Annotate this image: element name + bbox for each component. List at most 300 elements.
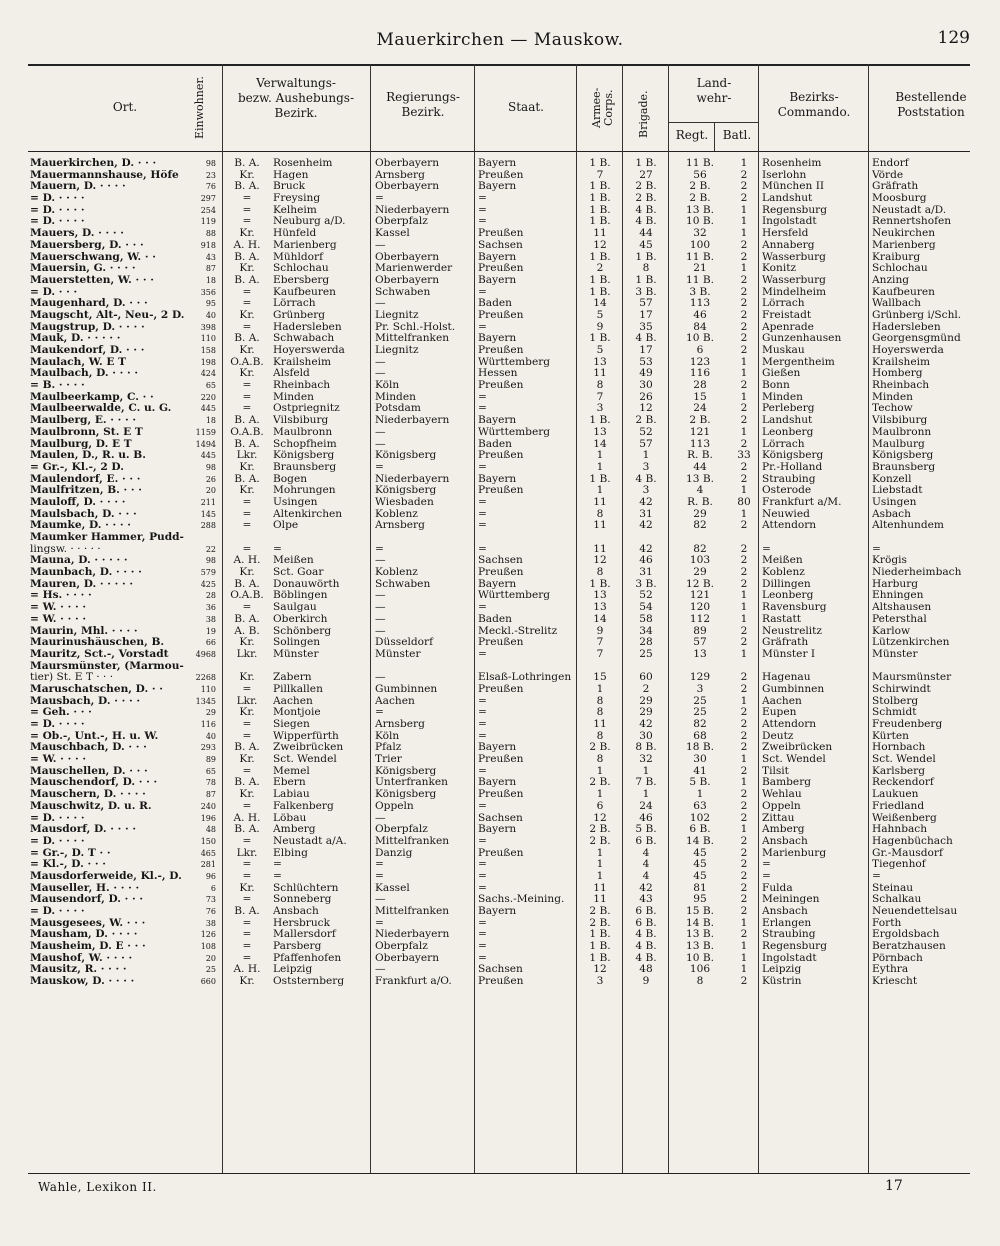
army-corps: 1 xyxy=(596,847,604,859)
state: Preußen xyxy=(478,485,524,497)
district-command: Ansbach xyxy=(762,906,808,917)
landwehr-battalion: 2 xyxy=(740,800,748,812)
government-district: — xyxy=(375,672,386,684)
brigade: 57 xyxy=(639,298,653,310)
brigade: 60 xyxy=(639,672,653,684)
government-district: Oberbayern xyxy=(375,274,440,286)
header-batl: Batl. xyxy=(722,128,752,142)
army-corps: 3 xyxy=(596,403,604,415)
state: = xyxy=(478,882,487,894)
district-command: Regensburg xyxy=(762,204,828,216)
district-command: = xyxy=(762,859,771,871)
population: 18 xyxy=(205,275,216,285)
admin-type: Kr. xyxy=(239,882,255,894)
brigade: 45 xyxy=(639,239,653,251)
post-station: Gr.-Mausdorf xyxy=(872,847,943,859)
government-district: Mittelfranken xyxy=(375,333,450,345)
landwehr-battalion: 2 xyxy=(740,835,748,847)
table-row xyxy=(0,976,1000,988)
brigade: 2 B. xyxy=(635,415,657,427)
landwehr-regiment: 45 xyxy=(693,847,707,859)
admin-district: = xyxy=(273,859,282,871)
landwehr-battalion: 1 xyxy=(740,485,748,497)
brigade: 6 B. xyxy=(635,906,657,917)
district-command: Ingolstadt xyxy=(762,952,817,964)
admin-district: Memel xyxy=(273,765,310,777)
table-row xyxy=(0,310,1000,322)
army-corps: 8 xyxy=(596,508,604,520)
landwehr-regiment: 29 xyxy=(693,508,707,520)
population: 126 xyxy=(200,930,216,940)
landwehr-regiment: 2 B. xyxy=(689,193,711,205)
population: 297 xyxy=(200,194,216,204)
district-command: München II xyxy=(762,181,825,193)
admin-type: = xyxy=(242,216,252,228)
government-district: Köln xyxy=(375,380,400,392)
population: 73 xyxy=(205,895,216,905)
population: 211 xyxy=(200,497,216,507)
brigade: 4 B. xyxy=(635,204,657,216)
admin-type: B. A. xyxy=(234,613,260,625)
landwehr-regiment: 106 xyxy=(689,964,711,976)
table-row xyxy=(0,789,1000,801)
post-station: Ergoldsbach xyxy=(872,929,940,941)
population: 425 xyxy=(200,579,216,589)
population: 88 xyxy=(205,229,216,239)
admin-district: Labiau xyxy=(273,789,310,801)
place-name: = D. · · · · xyxy=(30,906,85,917)
admin-type: = xyxy=(242,204,252,216)
admin-type: O.A.B. xyxy=(230,426,264,438)
admin-district: Löbau xyxy=(273,812,307,824)
army-corps: 1 B. xyxy=(589,415,611,427)
landwehr-regiment: 30 xyxy=(693,754,707,766)
admin-type: = xyxy=(242,496,252,508)
brigade: 2 B. xyxy=(635,193,657,205)
district-command: Mergentheim xyxy=(762,356,835,368)
landwehr-regiment: 103 xyxy=(689,555,711,567)
landwehr-battalion: 2 xyxy=(740,520,748,532)
admin-type: Kr. xyxy=(239,789,255,801)
admin-district: Parsberg xyxy=(273,941,322,953)
district-command: Aachen xyxy=(762,695,802,707)
district-command: Attendorn xyxy=(762,719,817,730)
brigade: 42 xyxy=(639,543,653,555)
admin-district: Sct. Goar xyxy=(273,567,324,579)
admin-district: Braunsberg xyxy=(273,461,337,473)
landwehr-battalion: 1 xyxy=(740,590,748,602)
brigade: 29 xyxy=(639,695,653,707)
state: = xyxy=(478,543,487,555)
landwehr-battalion: 1 xyxy=(740,602,748,614)
landwehr-battalion: 1 xyxy=(740,952,748,964)
army-corps: 1 B. xyxy=(589,333,611,345)
post-station: Wallbach xyxy=(872,298,921,310)
landwehr-subrule xyxy=(668,122,758,123)
admin-district: Olpe xyxy=(273,520,299,532)
header-landwehr: Land- wehr- xyxy=(696,76,732,105)
brigade: 31 xyxy=(639,508,653,520)
state: = xyxy=(478,730,487,742)
landwehr-battalion: 1 xyxy=(740,648,748,660)
government-district: Oberpfalz xyxy=(375,941,428,953)
government-district: = xyxy=(375,543,384,555)
landwehr-battalion: 2 xyxy=(740,859,748,871)
landwehr-battalion: 1 xyxy=(740,368,748,380)
table-row xyxy=(0,649,1000,661)
government-district: Oberbayern xyxy=(375,181,440,193)
army-corps: 1 B. xyxy=(589,181,611,193)
table-row xyxy=(0,906,1000,918)
table-row xyxy=(0,298,1000,310)
post-station: Anzing xyxy=(872,274,910,286)
population: 87 xyxy=(205,790,216,800)
population: 78 xyxy=(205,778,216,788)
admin-district: Alsfeld xyxy=(273,368,310,380)
admin-district: = xyxy=(273,870,282,882)
government-district: = xyxy=(375,193,384,205)
brigade: 8 B. xyxy=(635,742,657,754)
landwehr-battalion: 1 xyxy=(740,824,748,836)
army-corps: 1 B. xyxy=(589,158,611,169)
landwehr-battalion: 2 xyxy=(740,637,748,649)
population: 445 xyxy=(200,451,216,461)
landwehr-battalion: 2 xyxy=(740,193,748,205)
admin-district: Elbing xyxy=(273,847,308,859)
army-corps: 1 B. xyxy=(589,274,611,286)
place-name: Maumke, D. · · · · xyxy=(30,520,131,532)
admin-district: Zabern xyxy=(273,672,312,684)
state: = xyxy=(478,859,487,871)
brigade: 17 xyxy=(639,309,653,321)
admin-type: Kr. xyxy=(239,263,255,275)
place-name: Mausitz, R. · · · · xyxy=(30,964,127,976)
landwehr-battalion: 80 xyxy=(737,496,751,508)
army-corps: 2 B. xyxy=(589,777,611,789)
population: 20 xyxy=(205,486,216,496)
government-district: Oppeln xyxy=(375,800,414,812)
admin-type: B. A. xyxy=(234,906,260,917)
population: 918 xyxy=(200,240,216,250)
state: Sachsen xyxy=(478,239,523,251)
landwehr-regiment: 18 B. xyxy=(686,742,714,754)
brigade: 49 xyxy=(639,368,653,380)
admin-type: = xyxy=(242,730,252,742)
brigade: 24 xyxy=(639,800,653,812)
district-command: Neustrelitz xyxy=(762,625,823,637)
place-name: Mausgesees, W. · · · xyxy=(30,917,146,929)
post-station: Schirwindt xyxy=(872,683,931,695)
state: = xyxy=(478,602,487,614)
government-district: Oberbayern xyxy=(375,158,440,169)
landwehr-battalion: 2 xyxy=(740,765,748,777)
admin-district: Mohrungen xyxy=(273,485,336,497)
place-name: Mauersberg, D. · · · xyxy=(30,239,144,251)
district-command: Lörrach xyxy=(762,438,805,450)
population: 43 xyxy=(205,252,216,262)
landwehr-battalion: 1 xyxy=(740,964,748,976)
state: = xyxy=(478,520,487,532)
header-armee-corps: Armee-Corps. xyxy=(590,87,615,129)
population: 4968 xyxy=(195,649,216,659)
post-station: Niederheimbach xyxy=(872,567,962,579)
table-row xyxy=(0,520,1000,532)
post-station: Neukirchen xyxy=(872,228,936,240)
place-name: Maugstrup, D. · · · · xyxy=(30,321,145,333)
district-command: Fulda xyxy=(762,882,793,894)
district-command: Apenrade xyxy=(762,321,814,333)
table-row xyxy=(0,567,1000,579)
brigade: 3 xyxy=(642,485,650,497)
place-name: Maulbronn, St. E T xyxy=(30,426,143,438)
district-command: Gießen xyxy=(762,368,801,380)
brigade: 42 xyxy=(639,496,653,508)
admin-district: = xyxy=(273,543,282,555)
table-row xyxy=(0,287,1000,299)
landwehr-regiment: 11 B. xyxy=(686,158,714,169)
post-station: Georgensgmünd xyxy=(872,333,961,345)
post-station: Sct. Wendel xyxy=(872,754,936,766)
government-district: — xyxy=(375,368,386,380)
state: Bayern xyxy=(478,578,517,590)
admin-district: Bogen xyxy=(273,473,308,485)
post-station: Endorf xyxy=(872,158,909,169)
place-name: Maushof, W. · · · · xyxy=(30,952,133,964)
landwehr-battalion: 1 xyxy=(740,754,748,766)
brigade: 34 xyxy=(639,625,653,637)
landwehr-regiment: 82 xyxy=(693,719,707,730)
place-name: Mauers, D. · · · · xyxy=(30,228,124,240)
place-name: Mauschellen, D. · · · xyxy=(30,765,148,777)
brigade: 6 B. xyxy=(635,917,657,929)
post-station: Rheinbach xyxy=(872,380,930,392)
state: Bayern xyxy=(478,274,517,286)
population: 254 xyxy=(200,205,216,215)
population: 20 xyxy=(205,953,216,963)
place-name: Mauerschwang, W. · · xyxy=(30,251,156,263)
population: 28 xyxy=(205,591,216,601)
place-name: Maumker Hammer, Pudd- xyxy=(30,532,184,543)
landwehr-regiment: 13 B. xyxy=(686,473,714,485)
brigade: 8 xyxy=(642,263,650,275)
admin-type: B. A. xyxy=(234,777,260,789)
admin-type: = xyxy=(242,719,252,730)
government-district: — xyxy=(375,602,386,614)
brigade: 42 xyxy=(639,520,653,532)
landwehr-battalion: 2 xyxy=(740,672,748,684)
place-name: = B. · · · · xyxy=(30,380,85,392)
post-station: Karlow xyxy=(872,625,911,637)
admin-type: = xyxy=(242,929,252,941)
population: 40 xyxy=(205,310,216,320)
landwehr-regiment: 113 xyxy=(689,298,711,310)
district-command: = xyxy=(762,870,771,882)
admin-district: Neuburg a/D. xyxy=(273,216,346,228)
government-district: Schwaben xyxy=(375,286,431,298)
admin-district: Schlüchtern xyxy=(273,882,339,894)
table-row xyxy=(0,193,1000,205)
admin-type: = xyxy=(242,917,252,929)
post-station: Altshausen xyxy=(872,602,932,614)
post-station: Krögis xyxy=(872,555,907,567)
place-name: Mauersin, G. · · · · xyxy=(30,263,136,275)
district-command: Perleberg xyxy=(762,403,815,415)
population: 87 xyxy=(205,264,216,274)
admin-district: Schopfheim xyxy=(273,438,337,450)
army-corps: 1 xyxy=(596,683,604,695)
header-staat: Staat. xyxy=(508,100,544,114)
admin-type: A. B. xyxy=(234,625,260,637)
table-row xyxy=(0,509,1000,521)
admin-district: Altenkirchen xyxy=(273,508,343,520)
government-district: — xyxy=(375,894,386,906)
district-command: Attendorn xyxy=(762,520,817,532)
admin-district: Meißen xyxy=(273,555,314,567)
admin-type: Kr. xyxy=(239,368,255,380)
admin-district: Mallersdorf xyxy=(273,929,336,941)
district-command: Osterode xyxy=(762,485,812,497)
place-name: Mausendorf, D. · · · xyxy=(30,894,144,906)
place-name: = Ob.-, Unt.-, H. u. W. xyxy=(30,730,159,742)
state: = xyxy=(478,870,487,882)
district-command: Dillingen xyxy=(762,578,811,590)
government-district: Unterfranken xyxy=(375,777,448,789)
population: 19 xyxy=(205,626,216,636)
admin-type: = xyxy=(242,286,252,298)
landwehr-battalion: 2 xyxy=(740,321,748,333)
district-command: Regensburg xyxy=(762,941,828,953)
post-station: Kriescht xyxy=(872,976,918,988)
district-command: Muskau xyxy=(762,345,805,356)
landwehr-battalion: 1 xyxy=(740,917,748,929)
army-corps: 13 xyxy=(593,426,607,438)
post-station: Beratzhausen xyxy=(872,941,946,953)
government-district: Münster xyxy=(375,648,421,660)
government-district: Liegnitz xyxy=(375,309,419,321)
table-row xyxy=(0,742,1000,754)
landwehr-battalion: 2 xyxy=(740,181,748,193)
brigade: 25 xyxy=(639,648,653,660)
brigade: 46 xyxy=(639,812,653,824)
admin-district: Pfaffenhofen xyxy=(273,952,342,964)
landwehr-battalion: 1 xyxy=(740,508,748,520)
place-name: Maukendorf, D. · · · xyxy=(30,345,145,356)
admin-district: Siegen xyxy=(273,719,310,730)
population: 110 xyxy=(200,684,216,694)
population: 98 xyxy=(205,556,216,566)
population: 158 xyxy=(200,346,216,355)
brigade: 3 B. xyxy=(635,578,657,590)
table-row xyxy=(0,579,1000,591)
brigade: 1 xyxy=(642,765,650,777)
admin-district: Neustadt a/A. xyxy=(273,835,347,847)
army-corps: 1 B. xyxy=(589,929,611,941)
post-station: Konzell xyxy=(872,473,912,485)
place-name: Mauschwitz, D. u. R. xyxy=(30,800,152,812)
table-row xyxy=(0,684,1000,696)
army-corps: 7 xyxy=(596,391,604,403)
brigade: 2 xyxy=(642,683,650,695)
landwehr-regiment: 45 xyxy=(693,859,707,871)
landwehr-divider xyxy=(714,122,715,151)
landwehr-regiment: 5 B. xyxy=(689,777,711,789)
army-corps: 13 xyxy=(593,590,607,602)
header-verwaltung: Verwaltungs- bezw. Aushebungs- Bezirk. xyxy=(238,76,354,120)
army-corps: 8 xyxy=(596,730,604,742)
landwehr-regiment: 32 xyxy=(693,228,707,240)
district-command: Leonberg xyxy=(762,590,814,602)
landwehr-regiment: 10 B. xyxy=(686,952,714,964)
district-command: Sct. Wendel xyxy=(762,754,826,766)
population: 65 xyxy=(205,381,216,391)
place-name: = Geh. · · · xyxy=(30,707,92,719)
admin-district: Ostpriegnitz xyxy=(273,403,340,415)
state: = xyxy=(478,216,487,228)
header-rule xyxy=(28,151,970,152)
landwehr-regiment: 44 xyxy=(693,461,707,473)
post-station: Moosburg xyxy=(872,193,927,205)
top-rule xyxy=(28,64,970,66)
admin-type: Lkr. xyxy=(236,847,258,859)
government-district: Gumbinnen xyxy=(375,683,438,695)
landwehr-battalion: 2 xyxy=(740,239,748,251)
state: Preußen xyxy=(478,169,524,181)
admin-type: Lkr. xyxy=(236,450,258,462)
government-district: Aachen xyxy=(375,695,415,707)
admin-district: Solingen xyxy=(273,637,321,649)
place-name: Mauseller, H. · · · · xyxy=(30,882,140,894)
landwehr-regiment: 123 xyxy=(689,356,711,368)
place-name: Maulen, D., R. u. B. xyxy=(30,450,146,462)
post-station: Braunsberg xyxy=(872,461,936,473)
army-corps: 8 xyxy=(596,380,604,392)
admin-district: Ansbach xyxy=(273,906,319,917)
place-name: Maulfritzen, B. · · · xyxy=(30,485,142,497)
landwehr-battalion: 2 xyxy=(740,906,748,917)
brigade: 30 xyxy=(639,730,653,742)
army-corps: 1 xyxy=(596,461,604,473)
brigade: 4 xyxy=(642,847,650,859)
government-district: Königsberg xyxy=(375,485,437,497)
landwehr-regiment: 1 xyxy=(696,789,704,801)
state: Preußen xyxy=(478,976,524,988)
government-district: = xyxy=(375,859,384,871)
army-corps: 6 xyxy=(596,800,604,812)
population: 65 xyxy=(205,766,216,776)
table-row xyxy=(0,450,1000,462)
landwehr-battalion: 2 xyxy=(740,415,748,427)
table-row xyxy=(0,754,1000,766)
army-corps: 1 xyxy=(596,789,604,801)
place-name: = D. · · · · xyxy=(30,216,85,228)
district-command: Oppeln xyxy=(762,800,801,812)
table-row xyxy=(0,485,1000,497)
army-corps: 9 xyxy=(596,321,604,333)
post-station: Grünberg i/Schl. xyxy=(872,309,962,321)
table-row xyxy=(0,439,1000,451)
landwehr-battalion: 1 xyxy=(740,613,748,625)
place-name: tier) St. E T · · · xyxy=(30,672,114,684)
district-command: Rosenheim xyxy=(762,158,822,169)
table-row xyxy=(0,929,1000,941)
landwehr-battalion: 2 xyxy=(740,555,748,567)
state: Baden xyxy=(478,613,512,625)
state: = xyxy=(478,508,487,520)
landwehr-regiment: R. B. xyxy=(687,496,713,508)
landwehr-regiment: 29 xyxy=(693,567,707,579)
landwehr-regiment: 45 xyxy=(693,870,707,882)
admin-district: Hersbruck xyxy=(273,917,331,929)
